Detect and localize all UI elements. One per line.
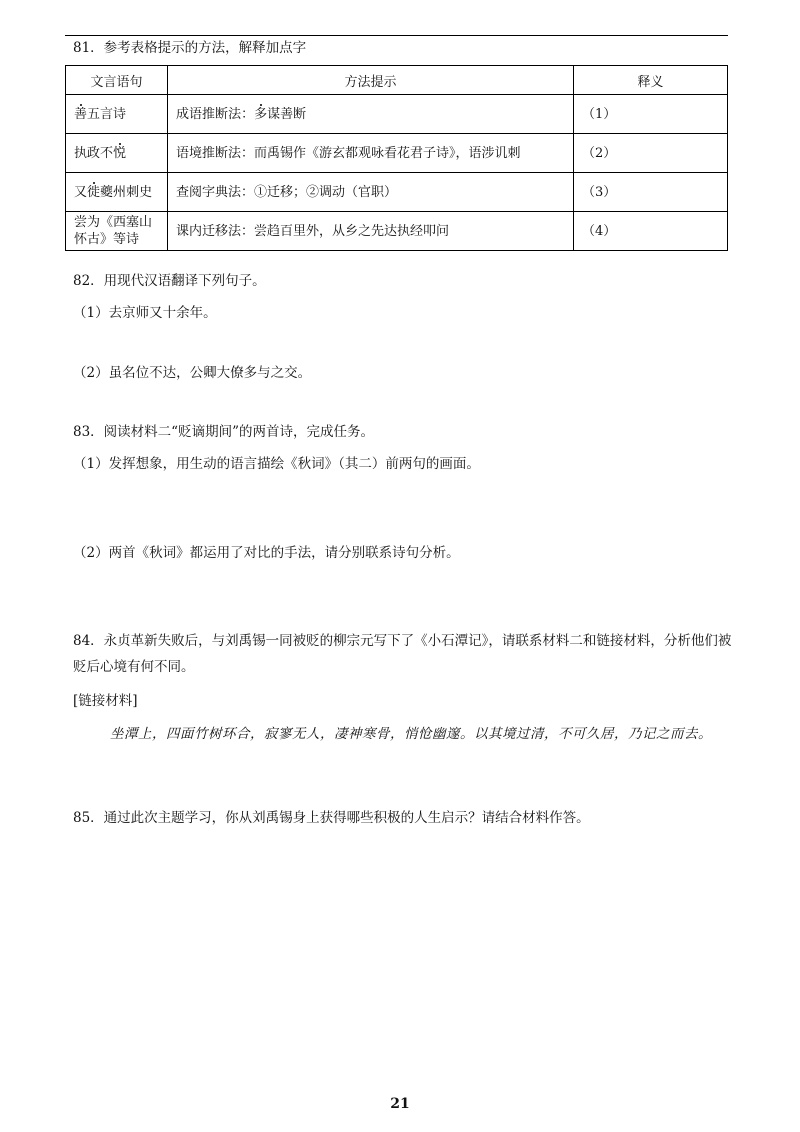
header-method: 方法提示	[168, 66, 574, 95]
emphasized-char: 悦	[113, 145, 127, 161]
phrase-cell: 善五言诗	[66, 95, 168, 134]
header-phrase: 文言语句	[66, 66, 168, 95]
emphasized-char: 善	[74, 106, 88, 122]
answer-cell: （1）	[574, 95, 728, 134]
method-cell: 成语推断法：多谋善断	[168, 95, 574, 134]
phrase-cell: 又徙夔州刺史	[66, 173, 168, 212]
header-answer: 释义	[574, 66, 728, 95]
answer-cell: （2）	[574, 134, 728, 173]
table-row	[66, 173, 728, 212]
q85-text: 85．通过此次主题学习，你从刘禹锡身上获得哪些积极的人生启示？请结合材料作答。	[73, 810, 590, 826]
q82-sentence-1: （1）去京师又十余年。	[73, 305, 217, 321]
q83-task-2: （2）两首《秋词》都运用了对比的手法，请分别联系诗句分析。	[73, 545, 460, 561]
method-cell: 查阅字典法：①迁移；②调动（官职）	[168, 173, 574, 212]
link-material-text: 坐潭上，四面竹树环合，寂寥无人，凄神寒骨，悄怆幽邃。以其境过清，不可久居，乃记之而去。	[110, 726, 712, 742]
method-cell: 语境推断法：而禹锡作《游玄都观咏看花君子诗》，语涉讥刺	[168, 134, 574, 173]
q82-sentence-2: （2）虽名位不达，公卿大僚多与之交。	[73, 365, 312, 381]
table-row	[66, 134, 728, 173]
answer-cell: （3）	[574, 173, 728, 212]
phrase-line: 尝为《西塞山	[74, 215, 153, 230]
phrase-cell	[66, 212, 168, 251]
method-cell: 课内迁移法：尝趋百里外，从乡之先达执经叩问	[168, 212, 574, 251]
hint-table	[65, 65, 728, 251]
emphasized-char: 多	[254, 106, 268, 122]
link-material-label: [链接材料]	[73, 693, 138, 709]
q84-text: 84．永贞革新失败后，与刘禹锡一同被贬的柳宗元写下了《小石潭记》，请联系材料二和链接材料，分析他们被贬后心境有何不同。	[73, 633, 732, 675]
table-row	[66, 95, 728, 134]
table-row	[66, 212, 728, 251]
q82-title: 82．用现代汉语翻译下列句子。	[73, 273, 266, 289]
q81-title: 81．参考表格提示的方法，解释加点字	[73, 40, 307, 56]
table-header-row	[66, 66, 728, 95]
q83-task-1: （1）发挥想象，用生动的语言描绘《秋词》（其二）前两句的画面。	[73, 456, 480, 472]
emphasized-char: 徙	[87, 184, 101, 200]
top-rule	[65, 35, 728, 36]
phrase-line: 怀古》等诗	[74, 232, 140, 247]
page-number: 21	[390, 1096, 410, 1112]
answer-cell: （4）	[574, 212, 728, 251]
phrase-cell: 执政不悦	[66, 134, 168, 173]
q83-title: 83．阅读材料二“贬谪期间”的两首诗，完成任务。	[73, 424, 374, 440]
